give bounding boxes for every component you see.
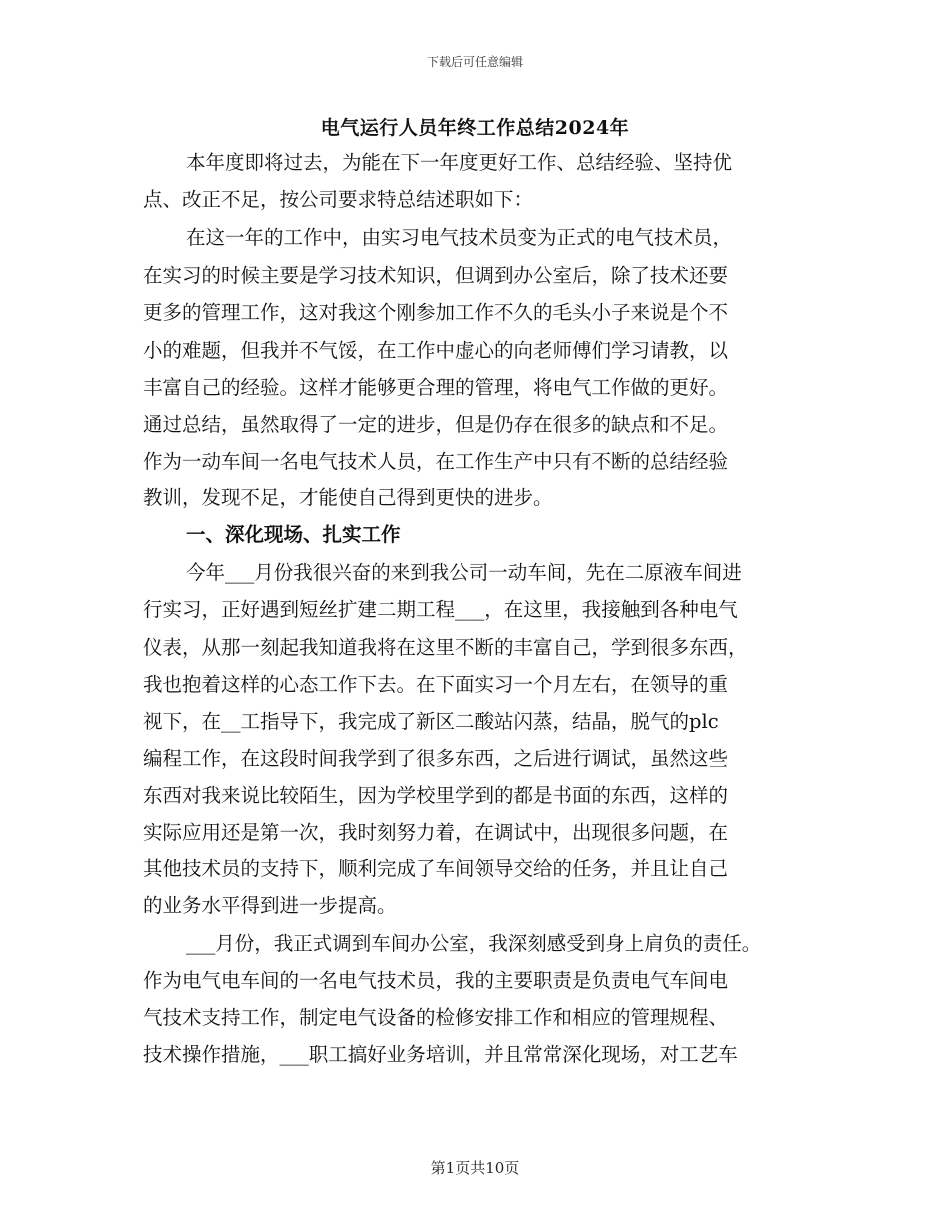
text-line: 作为电气电车间的一名电气技术员，我的主要职责是负责电气车间电 xyxy=(143,969,729,992)
text-line: 气技术支持工作，制定电气设备的检修安排工作和相应的管理规程、 xyxy=(143,1006,729,1029)
section-heading: 一、深化现场、扎实工作 xyxy=(186,523,401,546)
text-line: 实际应用还是第一次，我时刻努力着，在调试中，出现很多问题，在 xyxy=(143,821,729,844)
text-line: 东西对我来说比较陌生，因为学校里学到的都是书面的东西，这样的 xyxy=(143,784,729,807)
document-title: 电气运行人员年终工作总结2024年 xyxy=(320,117,630,139)
page-header: 下载后可任意编辑 xyxy=(426,55,523,69)
text-line: 小的难题，但我并不气馁，在工作中虚心的向老师傅们学习请教，以 xyxy=(143,339,729,362)
text-line: 其他技术员的支持下，顺利完成了车间领导交给的任务，并且让自己 xyxy=(143,857,729,880)
text-line: 教训，发现不足，才能使自己得到更快的进步。 xyxy=(143,486,553,509)
text-line: 行实习，正好遇到短丝扩建二期工程___，在这里，我接触到各种电气 xyxy=(143,598,738,621)
text-line: 更多的管理工作，这对我这个刚参加工作不久的毛头小子来说是个不 xyxy=(143,301,729,324)
text-line: 视下，在__工指导下，我完成了新区二酸站闪蒸，结晶，脱气的plc xyxy=(143,710,719,733)
text-line: 丰富自己的经验。这样才能够更合理的管理，将电气工作做的更好。 xyxy=(143,376,729,399)
text-line: 技术操作措施，___职工搞好业务培训，并且常常深化现场，对工艺车 xyxy=(143,1043,738,1066)
text-line: 点、改正不足，按公司要求特总结述职如下： xyxy=(143,188,534,211)
text-line: 编程工作，在这段时间我学到了很多东西，之后进行调试，虽然这些 xyxy=(143,747,729,770)
text-line: 作为一动车间一名电气技术人员，在工作生产中只有不断的总结经验 xyxy=(143,450,729,473)
page-footer: 第1页共10页 xyxy=(430,1159,520,1177)
text-line: 通过总结，虽然取得了一定的进步，但是仍存在很多的缺点和不足。 xyxy=(143,413,729,436)
text-line: 本年度即将过去，为能在下一年度更好工作、总结经验、坚持优 xyxy=(186,151,733,174)
text-line: ___月份，我正式调到车间办公室，我深刻感受到身上肩负的责任。 xyxy=(186,932,762,955)
text-line: 今年___月份我很兴奋的来到我公司一动车间，先在二原液车间进 xyxy=(186,561,742,584)
text-line: 在实习的时候主要是学习技术知识，但调到办公室后，除了技术还要 xyxy=(143,264,729,287)
text-line: 仪表，从那一刻起我知道我将在这里不断的丰富自己，学到很多东西， xyxy=(143,636,748,659)
text-line: 在这一年的工作中，由实习电气技术员变为正式的电气技术员， xyxy=(186,226,733,249)
text-line: 我也抱着这样的心态工作下去。在下面实习一个月左右，在领导的重 xyxy=(143,673,729,696)
text-line: 的业务水平得到进一步提高。 xyxy=(143,894,397,917)
